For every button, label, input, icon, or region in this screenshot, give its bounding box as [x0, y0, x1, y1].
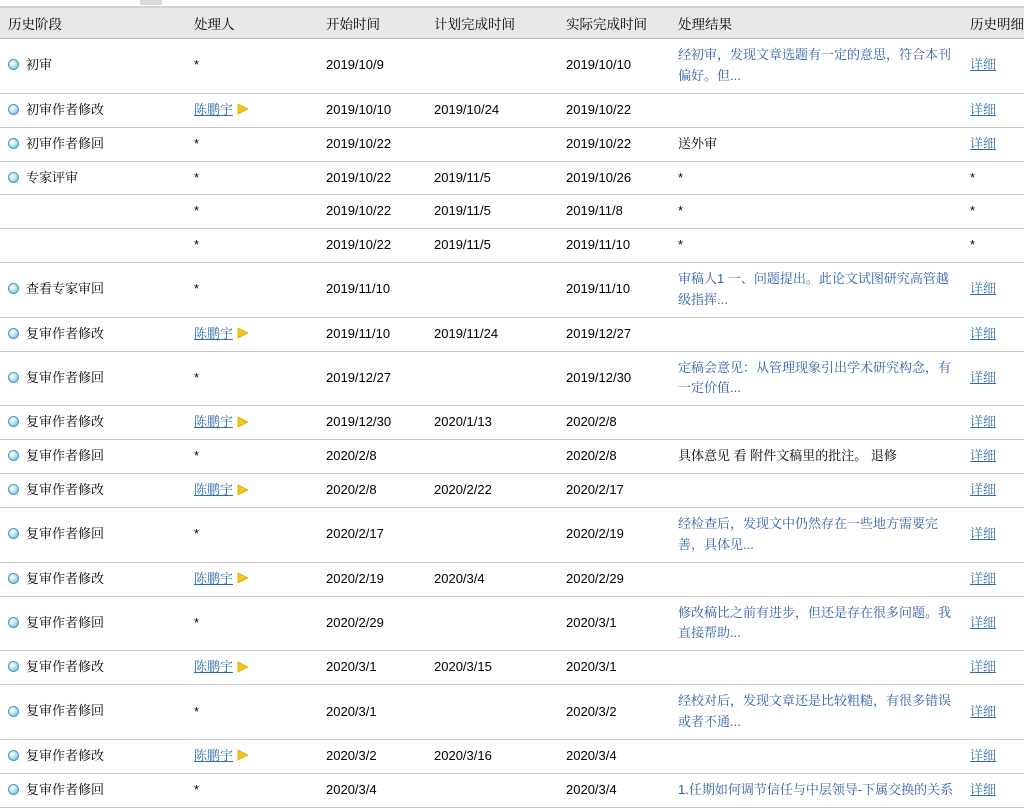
- detail-link[interactable]: 详细: [970, 325, 997, 341]
- cell-stage: [0, 562, 186, 596]
- person-link[interactable]: 陈鹏宇: [194, 101, 234, 117]
- cell-detail: [962, 474, 1024, 508]
- cell-start-time: 2019/10/22: [318, 127, 426, 161]
- cell-result: [670, 93, 962, 127]
- detail-link[interactable]: 详细: [970, 135, 997, 151]
- cell-stage: [0, 93, 186, 127]
- person-value: *: [194, 135, 200, 151]
- stage-bullet-icon: [8, 706, 19, 717]
- stage-bullet-icon: [8, 617, 19, 628]
- cell-person: [186, 93, 318, 127]
- cell-result: [670, 406, 962, 440]
- cell-start-time: 2019/11/10: [318, 317, 426, 351]
- cell-start-time: 2019/10/9: [318, 39, 426, 94]
- cell-stage: [0, 651, 186, 685]
- cell-actual-time: 2019/10/10: [558, 39, 670, 94]
- cell-stage: [0, 351, 186, 406]
- cell-start-time: 2020/2/8: [318, 440, 426, 474]
- stage-label: 复审作者修改: [26, 570, 105, 586]
- flag-icon: [237, 661, 249, 673]
- detail-link[interactable]: 详细: [970, 448, 997, 464]
- table-row: [0, 351, 1024, 406]
- cell-result: [670, 440, 962, 474]
- detail-link[interactable]: 详细: [970, 659, 997, 675]
- person-value: *: [194, 526, 200, 542]
- cell-detail: [962, 508, 1024, 563]
- cell-detail: [962, 93, 1024, 127]
- stage-bullet-icon: [8, 450, 19, 461]
- cell-actual-time: 2020/2/8: [558, 440, 670, 474]
- cell-stage: [0, 195, 186, 229]
- cell-result: [670, 508, 962, 563]
- table-row: [0, 93, 1024, 127]
- cell-stage: [0, 773, 186, 807]
- cell-actual-time: 2019/10/26: [558, 161, 670, 195]
- person-value: *: [194, 169, 200, 185]
- cell-plan-time: [426, 127, 558, 161]
- cell-person: [186, 440, 318, 474]
- stage-label: 初审: [26, 57, 53, 73]
- cell-person: [186, 773, 318, 807]
- stage-bullet-icon: [8, 784, 19, 795]
- cell-detail: [962, 651, 1024, 685]
- detail-link[interactable]: 详细: [970, 703, 997, 719]
- result-summary: *: [678, 237, 684, 253]
- cell-result: [670, 739, 962, 773]
- table-row: [0, 229, 1024, 263]
- flag-icon: [237, 327, 249, 339]
- table-row: [0, 474, 1024, 508]
- cell-detail: [962, 440, 1024, 474]
- cell-start-time: 2020/2/17: [318, 508, 426, 563]
- person-link[interactable]: 陈鹏宇: [194, 325, 234, 341]
- cell-plan-time: 2020/1/13: [426, 406, 558, 440]
- person-value: *: [194, 203, 200, 219]
- cell-result: [670, 474, 962, 508]
- cell-stage: [0, 508, 186, 563]
- cell-actual-time: 2020/3/4: [558, 773, 670, 807]
- cell-plan-time: [426, 263, 558, 318]
- cell-result: [670, 685, 962, 740]
- result-summary-link[interactable]: 经校对后，发现文章还是比较粗糙，有很多错误或者不通...: [678, 693, 952, 729]
- table-header-row: [0, 8, 1024, 39]
- cell-plan-time: 2019/11/24: [426, 317, 558, 351]
- column-header-actual: 实际完成时间: [558, 8, 670, 39]
- person-value: *: [194, 369, 200, 385]
- result-summary-link[interactable]: 经检查后，发现文中仍然存在一些地方需要完善，具体见...: [678, 516, 939, 552]
- cell-result: [670, 596, 962, 651]
- flag-icon: [237, 484, 249, 496]
- cell-plan-time: [426, 773, 558, 807]
- detail-link[interactable]: 详细: [970, 57, 997, 73]
- cell-actual-time: 2020/3/1: [558, 596, 670, 651]
- detail-link[interactable]: 详细: [970, 747, 997, 763]
- cell-start-time: 2020/3/1: [318, 651, 426, 685]
- cell-result: [670, 195, 962, 229]
- top-strip-segment: [140, 0, 162, 5]
- cell-stage: [0, 596, 186, 651]
- cell-stage: [0, 317, 186, 351]
- cell-start-time: 2020/2/29: [318, 596, 426, 651]
- result-summary: 送外审: [678, 135, 718, 151]
- cell-actual-time: 2019/12/30: [558, 351, 670, 406]
- cell-plan-time: 2020/3/15: [426, 651, 558, 685]
- stage-label: 复审作者修回: [26, 526, 105, 542]
- result-summary: *: [678, 203, 684, 219]
- cell-person: [186, 406, 318, 440]
- table-row: [0, 406, 1024, 440]
- cell-plan-time: [426, 685, 558, 740]
- column-header-stage: 历史阶段: [0, 8, 186, 39]
- stage-bullet-icon: [8, 138, 19, 149]
- cell-stage: [0, 474, 186, 508]
- cell-start-time: 2019/10/22: [318, 161, 426, 195]
- cell-stage: [0, 161, 186, 195]
- cell-start-time: 2020/2/19: [318, 562, 426, 596]
- cell-detail: [962, 773, 1024, 807]
- table-row: [0, 440, 1024, 474]
- result-summary-link[interactable]: 审稿人1 一、问题提出。此论文试图研究高管越级指挥...: [678, 271, 949, 307]
- cell-person: [186, 685, 318, 740]
- result-summary-link[interactable]: 修改稿比之前有进步，但还是存在很多问题。我直接帮助...: [678, 604, 952, 641]
- flag-icon: [237, 416, 249, 428]
- cell-person: [186, 263, 318, 318]
- table-body: [0, 39, 1024, 808]
- cell-person: [186, 562, 318, 596]
- cell-actual-time: 2020/3/2: [558, 685, 670, 740]
- cell-detail: [962, 562, 1024, 596]
- cell-actual-time: 2020/2/29: [558, 562, 670, 596]
- stage-bullet-icon: [8, 416, 19, 427]
- stage-bullet-icon: [8, 372, 19, 383]
- stage-label: 复审作者修回: [26, 781, 105, 797]
- top-strip: [0, 0, 1024, 7]
- cell-detail: [962, 161, 1024, 195]
- person-value: *: [194, 703, 200, 719]
- stage-bullet-icon: [8, 484, 19, 495]
- cell-start-time: 2019/10/10: [318, 93, 426, 127]
- column-header-detail: 历史明细: [962, 8, 1024, 39]
- stage-bullet-icon: [8, 328, 19, 339]
- stage-label: 复审作者修改: [26, 414, 105, 430]
- cell-stage: [0, 263, 186, 318]
- cell-detail: [962, 685, 1024, 740]
- cell-stage: [0, 229, 186, 263]
- table-row: [0, 195, 1024, 229]
- table-row: [0, 317, 1024, 351]
- stage-bullet-icon: [8, 573, 19, 584]
- stage-bullet-icon: [8, 283, 19, 294]
- cell-stage: [0, 127, 186, 161]
- table-row: [0, 263, 1024, 318]
- cell-result: [670, 229, 962, 263]
- cell-person: [186, 229, 318, 263]
- column-header-person: 处理人: [186, 8, 318, 39]
- cell-start-time: 2020/3/1: [318, 685, 426, 740]
- result-summary-link[interactable]: 定稿会意见：从管理现象引出学术研究构念，有一定价值...: [678, 359, 952, 396]
- cell-plan-time: 2020/3/4: [426, 562, 558, 596]
- stage-bullet-icon: [8, 59, 19, 70]
- cell-actual-time: 2019/11/10: [558, 263, 670, 318]
- cell-start-time: 2019/12/27: [318, 351, 426, 406]
- detail-link[interactable]: 详细: [970, 614, 997, 630]
- cell-detail: [962, 39, 1024, 94]
- cell-person: [186, 474, 318, 508]
- detail-link[interactable]: 详细: [970, 570, 997, 586]
- person-link[interactable]: 陈鹏宇: [194, 570, 234, 586]
- cell-plan-time: 2020/3/16: [426, 739, 558, 773]
- detail-value: *: [970, 169, 976, 185]
- cell-actual-time: 2020/3/4: [558, 739, 670, 773]
- cell-person: [186, 596, 318, 651]
- cell-actual-time: 2019/10/22: [558, 93, 670, 127]
- detail-value: *: [970, 203, 976, 219]
- cell-stage: [0, 39, 186, 94]
- cell-actual-time: 2019/11/10: [558, 229, 670, 263]
- person-link[interactable]: 陈鹏宇: [194, 482, 234, 498]
- cell-result: [670, 263, 962, 318]
- stage-bullet-icon: [8, 661, 19, 672]
- cell-plan-time: 2019/11/5: [426, 229, 558, 263]
- table-row: [0, 773, 1024, 807]
- stage-label: 复审作者修改: [26, 325, 105, 341]
- cell-actual-time: 2019/12/27: [558, 317, 670, 351]
- detail-link[interactable]: 详细: [970, 101, 997, 117]
- person-link[interactable]: 陈鹏宇: [194, 747, 234, 763]
- cell-stage: [0, 685, 186, 740]
- cell-detail: [962, 229, 1024, 263]
- review-history-table: [0, 7, 1024, 808]
- cell-result: [670, 773, 962, 807]
- result-summary: *: [678, 169, 684, 185]
- person-link[interactable]: 陈鹏宇: [194, 414, 234, 430]
- table-row: [0, 39, 1024, 94]
- stage-bullet-icon: [8, 172, 19, 183]
- flag-icon: [237, 749, 249, 761]
- person-value: *: [194, 448, 200, 464]
- detail-value: *: [970, 237, 976, 253]
- cell-stage: [0, 739, 186, 773]
- person-value: *: [194, 237, 200, 253]
- cell-stage: [0, 406, 186, 440]
- cell-plan-time: [426, 508, 558, 563]
- cell-detail: [962, 351, 1024, 406]
- table-row: [0, 161, 1024, 195]
- detail-link[interactable]: 详细: [970, 369, 997, 385]
- column-header-start: 开始时间: [318, 8, 426, 39]
- table-row: [0, 508, 1024, 563]
- cell-detail: [962, 127, 1024, 161]
- cell-result: [670, 351, 962, 406]
- cell-result: [670, 39, 962, 94]
- cell-plan-time: 2019/10/24: [426, 93, 558, 127]
- cell-start-time: 2020/3/2: [318, 739, 426, 773]
- cell-detail: [962, 739, 1024, 773]
- stage-label: 复审作者修改: [26, 747, 105, 763]
- cell-person: [186, 317, 318, 351]
- person-value: *: [194, 281, 200, 297]
- cell-start-time: 2019/10/22: [318, 195, 426, 229]
- cell-result: [670, 317, 962, 351]
- cell-result: [670, 161, 962, 195]
- detail-link[interactable]: 详细: [970, 414, 997, 430]
- cell-person: [186, 651, 318, 685]
- cell-plan-time: 2020/2/22: [426, 474, 558, 508]
- cell-stage: [0, 440, 186, 474]
- cell-plan-time: [426, 39, 558, 94]
- cell-person: [186, 508, 318, 563]
- cell-result: [670, 562, 962, 596]
- cell-start-time: 2019/11/10: [318, 263, 426, 318]
- cell-actual-time: 2020/2/8: [558, 406, 670, 440]
- cell-detail: [962, 317, 1024, 351]
- cell-actual-time: 2019/11/8: [558, 195, 670, 229]
- cell-plan-time: 2019/11/5: [426, 195, 558, 229]
- cell-start-time: 2019/10/22: [318, 229, 426, 263]
- cell-result: [670, 651, 962, 685]
- cell-person: [186, 739, 318, 773]
- detail-link[interactable]: 详细: [970, 781, 997, 797]
- table-row: [0, 685, 1024, 740]
- stage-label: 复审作者修改: [26, 659, 105, 675]
- cell-actual-time: 2020/2/17: [558, 474, 670, 508]
- cell-plan-time: [426, 596, 558, 651]
- stage-bullet-icon: [8, 104, 19, 115]
- person-value: *: [194, 781, 200, 797]
- cell-detail: [962, 406, 1024, 440]
- detail-link[interactable]: 详细: [970, 482, 997, 498]
- cell-person: [186, 195, 318, 229]
- detail-link[interactable]: 详细: [970, 281, 997, 297]
- cell-start-time: 2020/3/4: [318, 773, 426, 807]
- stage-label: 复审作者修回: [26, 703, 105, 719]
- person-value: *: [194, 57, 200, 73]
- cell-actual-time: 2019/10/22: [558, 127, 670, 161]
- cell-actual-time: 2020/2/19: [558, 508, 670, 563]
- cell-result: [670, 127, 962, 161]
- stage-bullet-icon: [8, 528, 19, 539]
- stage-label: 查看专家审回: [26, 281, 105, 297]
- stage-label: 初审作者修回: [26, 135, 105, 151]
- cell-detail: [962, 195, 1024, 229]
- cell-person: [186, 39, 318, 94]
- cell-plan-time: [426, 440, 558, 474]
- cell-detail: [962, 263, 1024, 318]
- cell-actual-time: 2020/3/1: [558, 651, 670, 685]
- table-row: [0, 739, 1024, 773]
- cell-detail: [962, 596, 1024, 651]
- result-summary-link[interactable]: 1.任期如何调节信任与中层领导-下属交换的关系: [678, 781, 954, 797]
- result-summary-link[interactable]: 经初审，发现文章选题有一定的意思，符合本刊偏好。但...: [678, 47, 952, 83]
- cell-person: [186, 161, 318, 195]
- column-header-plan: 计划完成时间: [426, 8, 558, 39]
- cell-start-time: 2020/2/8: [318, 474, 426, 508]
- stage-label: 专家评审: [26, 169, 79, 185]
- cell-plan-time: 2019/11/5: [426, 161, 558, 195]
- person-value: *: [194, 614, 200, 630]
- flag-icon: [237, 572, 249, 584]
- cell-person: [186, 127, 318, 161]
- stage-label: 初审作者修改: [26, 101, 105, 117]
- column-header-result: 处理结果: [670, 8, 962, 39]
- cell-start-time: 2019/12/30: [318, 406, 426, 440]
- detail-link[interactable]: 详细: [970, 526, 997, 542]
- cell-plan-time: [426, 351, 558, 406]
- result-summary: 具体意见 看 附件文稿里的批注。 退修: [678, 448, 897, 464]
- person-link[interactable]: 陈鹏宇: [194, 659, 234, 675]
- table-row: [0, 127, 1024, 161]
- stage-label: 复审作者修回: [26, 615, 105, 631]
- stage-label: 复审作者修回: [26, 370, 105, 386]
- table-row: [0, 651, 1024, 685]
- table-row: [0, 596, 1024, 651]
- stage-label: 复审作者修回: [26, 448, 105, 464]
- stage-bullet-icon: [8, 750, 19, 761]
- table-row: [0, 562, 1024, 596]
- stage-label: 复审作者修改: [26, 482, 105, 498]
- flag-icon: [237, 103, 249, 115]
- cell-person: [186, 351, 318, 406]
